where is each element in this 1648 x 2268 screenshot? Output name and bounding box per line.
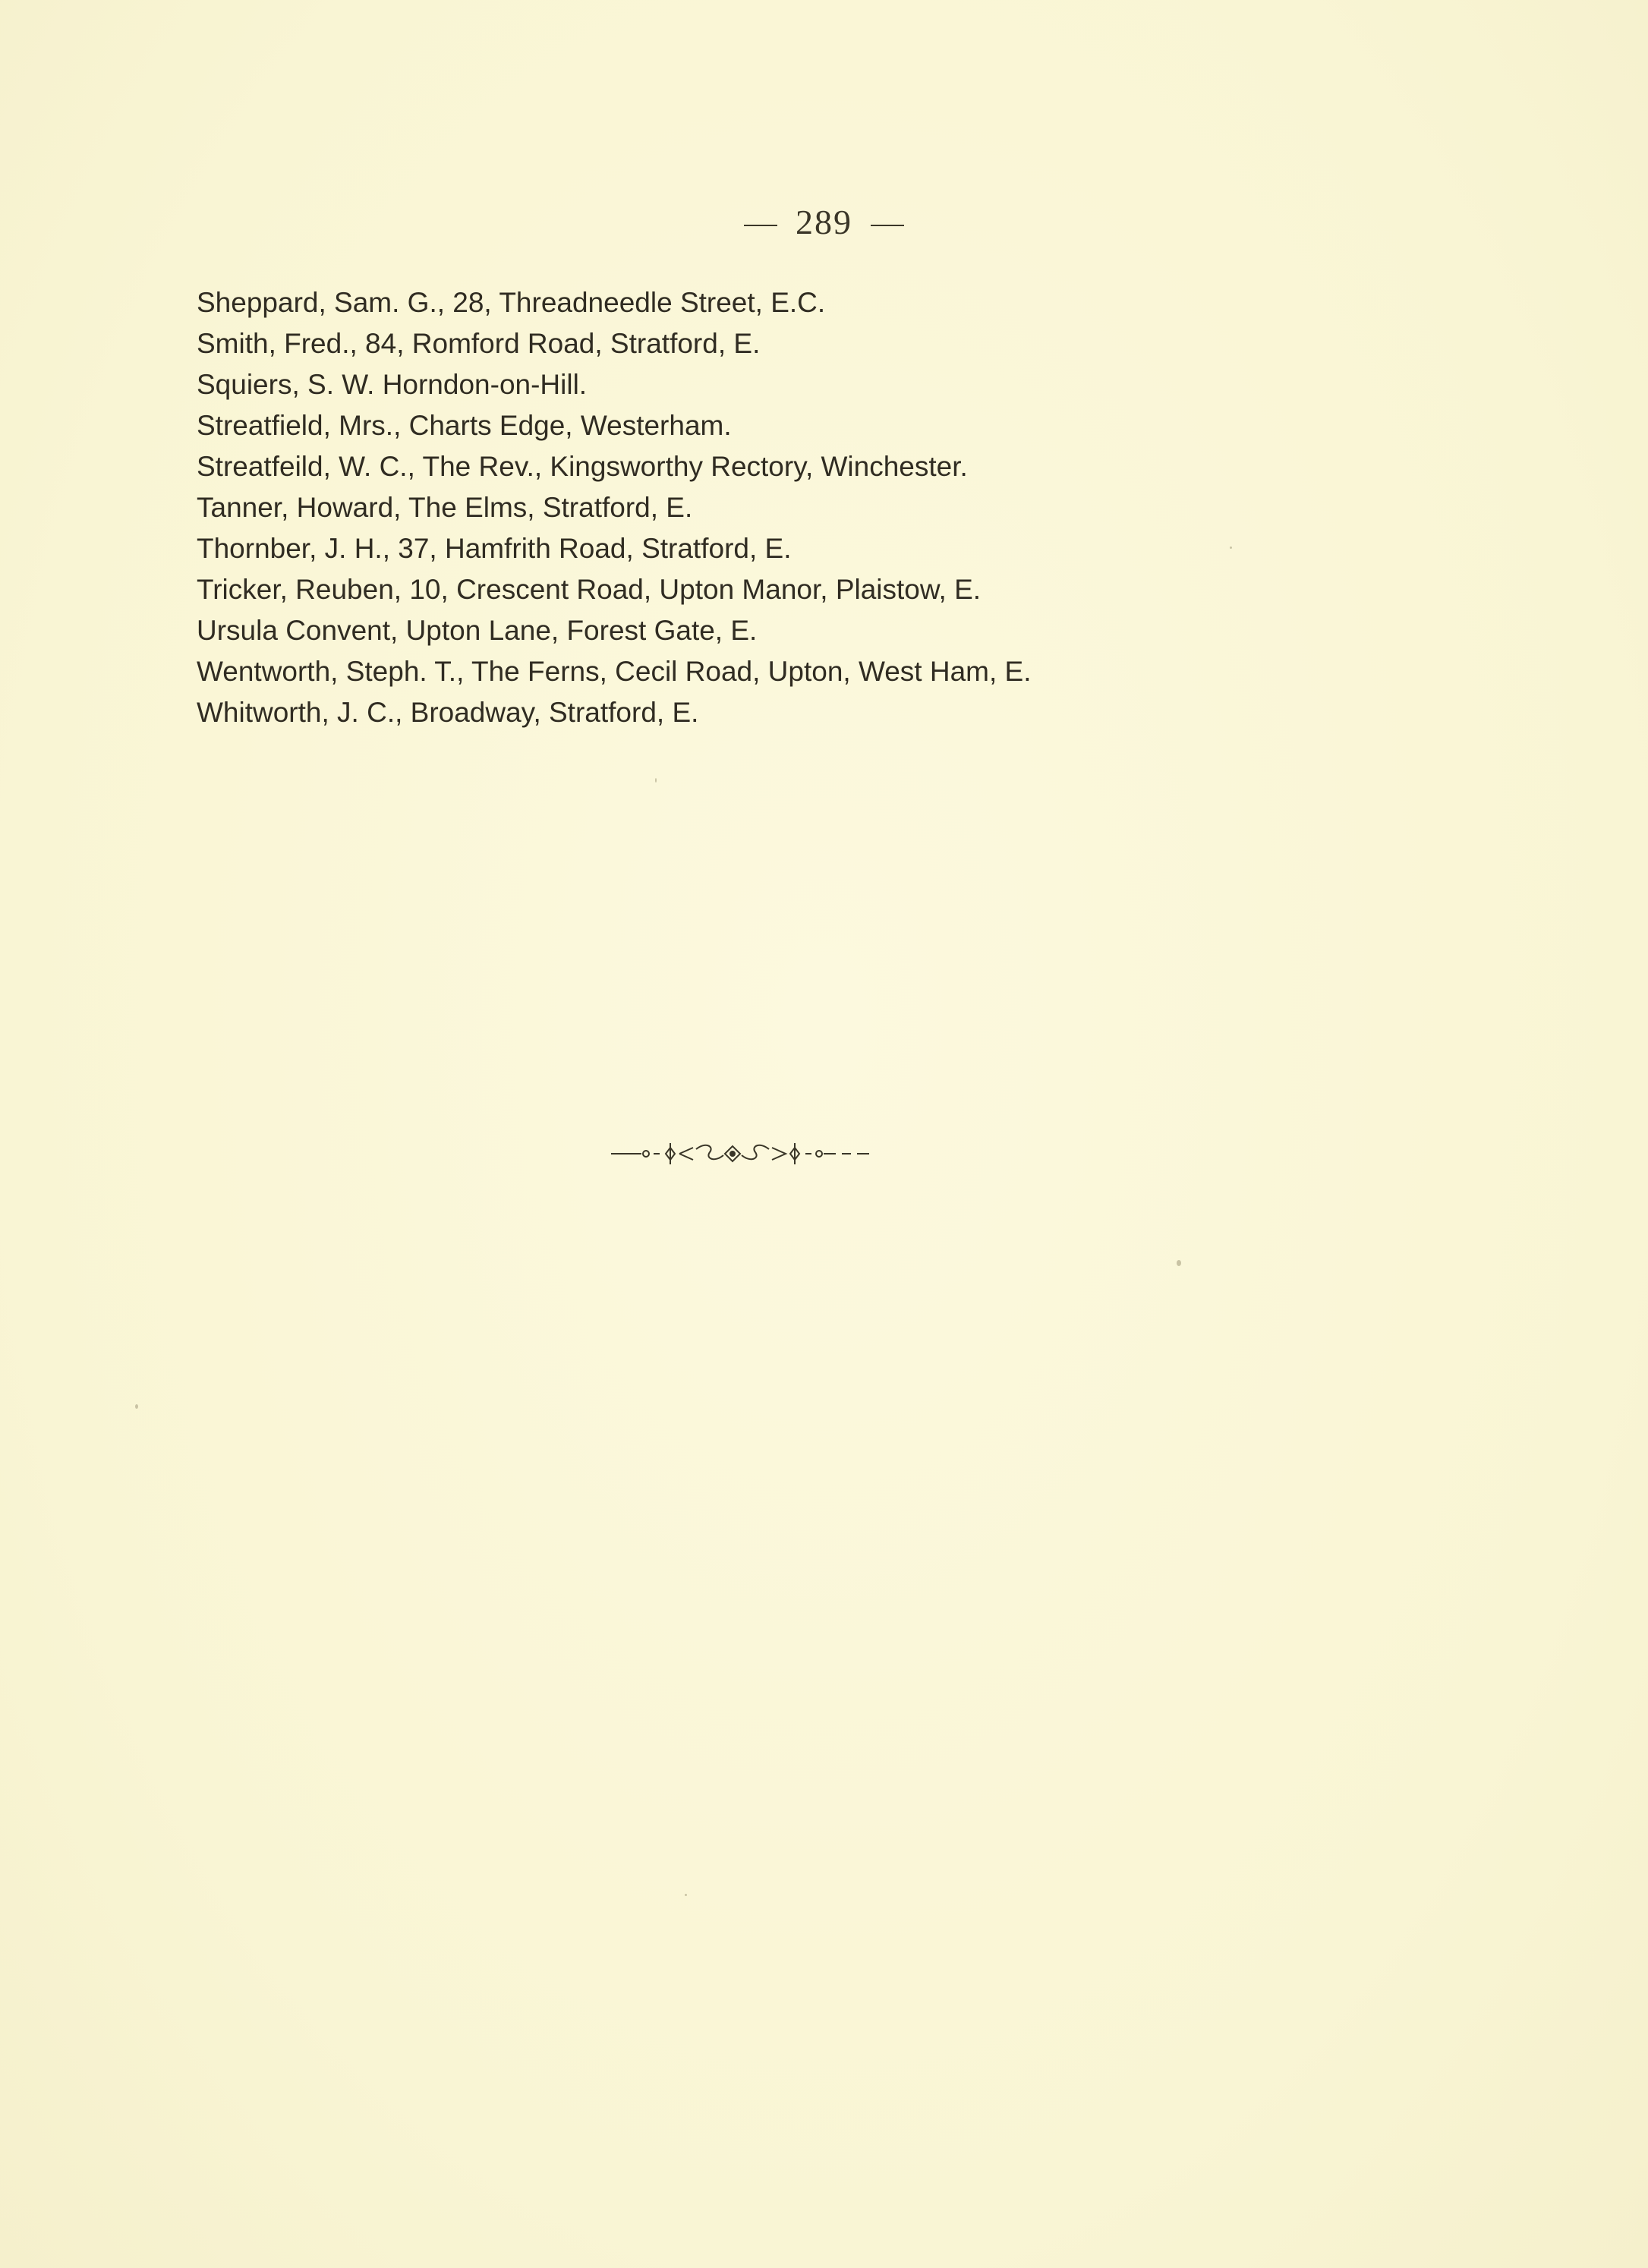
- list-item: Tricker, Reuben, 10, Crescent Road, Upton Manor, Plaistow, E.: [197, 574, 982, 605]
- list-item: Streatfeild, W. C., The Rev., Kingsworthy Rectory, Winchester.: [197, 451, 968, 482]
- list-item: Squiers, S. W. Horndon-on-Hill.: [197, 369, 588, 400]
- list-item: Sheppard, Sam. G., 28, Threadneedle Street, E.C.: [197, 287, 826, 318]
- list-item: Streatfield, Mrs., Charts Edge, Westerham.: [197, 410, 732, 441]
- list-item: Tanner, Howard, The Elms, Stratford, E.: [197, 492, 693, 523]
- page-number-header: [0, 202, 1648, 242]
- page-number: 289: [796, 203, 852, 241]
- right-dash: [871, 225, 904, 226]
- list-item: Wentworth, Steph. T., The Ferns, Cecil Road, Upton, West Ham, E.: [197, 656, 1032, 687]
- paper-speck: [685, 1894, 687, 1896]
- list-item: Whitworth, J. C., Broadway, Stratford, E.: [197, 697, 699, 728]
- fleuron-divider-icon: [611, 1139, 869, 1169]
- list-item: Ursula Convent, Upton Lane, Forest Gate, E.: [197, 615, 758, 646]
- paper-speck: [655, 778, 657, 783]
- paper-speck: [135, 1404, 138, 1409]
- list-item: Smith, Fred., 84, Romford Road, Stratford, E.: [197, 328, 761, 359]
- subscriber-list: [197, 282, 1563, 733]
- list-item: Thornber, J. H., 37, Hamfrith Road, Stratford, E.: [197, 533, 792, 564]
- paper-speck: [1177, 1260, 1181, 1266]
- paper-speck: [1230, 547, 1232, 549]
- left-dash: [744, 225, 777, 226]
